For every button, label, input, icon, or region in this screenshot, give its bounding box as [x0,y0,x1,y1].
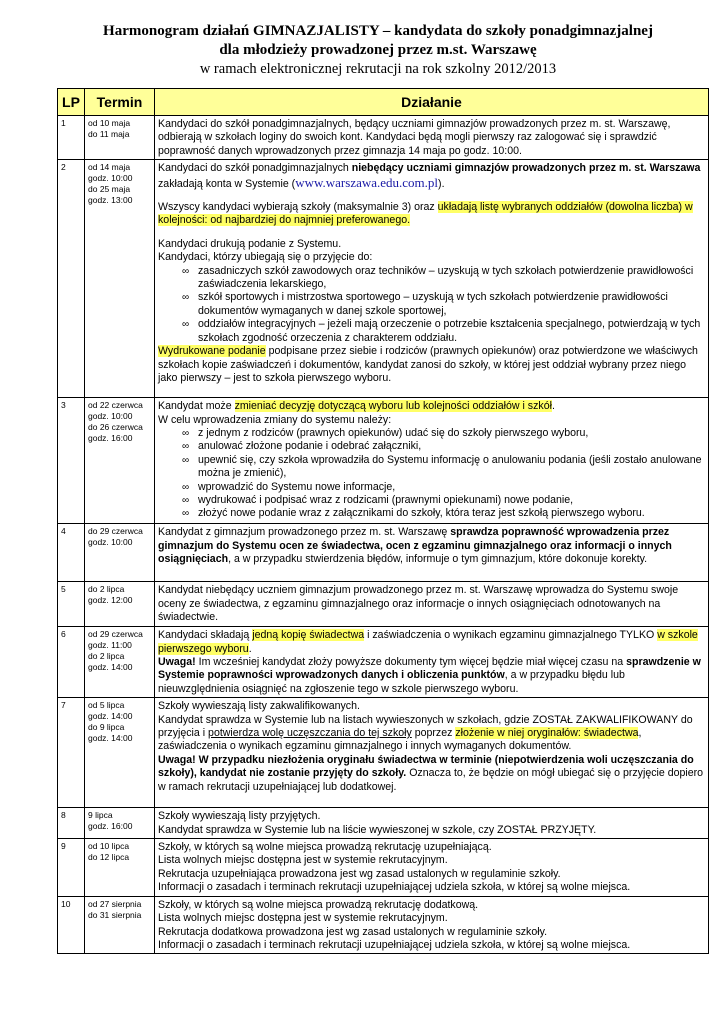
action-paragraph: Rekrutacja uzupełniająca prowadzona jest wg zasad ustalonych w regulaminie szkoły. [158,867,561,880]
termin-line: godz. 14:00 [88,711,133,722]
bold-span: niebędący uczniami gimnazjów prowadzonych przez m. st. Warszawa [351,162,701,175]
row-termin [85,896,155,954]
table-row [58,698,709,808]
table-row [58,627,709,698]
bullet-list [158,265,705,345]
table-row [58,896,709,954]
action-paragraph [158,162,705,191]
termin-line: do 25 maja [88,184,131,195]
action-text: Kandydaci do szkół ponadgimnazjalnych, będący uczniami gimnazjów prowadzonych przez m. st. Warszawę, odbierają w szkołach loginy do swoich kont. Kandydaci będą mogli pierwszy raz zalogować się i sprawdzić poprawność danych wprowadzonych przez gimnazja 14 maja po godz. 10:00. [158,118,671,157]
row-termin [85,808,155,839]
row-action [155,524,709,582]
text-span: Kandydat sprawdza w Systemie lub na listach wywieszonych w szkołach, gdzie ZOSTAŁ ZAKWALIFIKOWANY do przyjęcia i [158,713,693,740]
table-row [58,524,709,582]
system-url-link[interactable]: www.warszawa.edu.com.pl [295,174,439,190]
termin-line: godz. 16:00 [88,433,133,444]
termin-line: do 31 sierpnia [88,909,142,920]
termin-line: do 29 czerwca [88,526,143,537]
table-row [58,116,709,160]
bold-span: sprawdza poprawność wprowadzenia przez gimnazjum do Systemu ocen ze świadectwa, ocen z egzaminu gimnazjalnego oraz informacji o innych osiągnięciach [158,526,672,566]
termin-line: godz. 10:00 [88,173,133,184]
text-span: Im wcześniej kandydat złoży powyższe dokumenty tym więcej będzie miał więcej czasu na [195,656,627,669]
table-row [58,582,709,627]
text-span: , a w przypadku błędu lub nieuwzględnienia osiągnięć na zgłoszenie tego w szkole pierwszego wyboru. [158,669,625,695]
row-termin [85,160,155,398]
row-number: 8 [58,808,85,839]
text-span: . [248,642,252,655]
action-text: Kandydat niebędący uczniem gimnazjum prowadzonego przez m. st. Warszawę wprowadza do Systemu swoje oceny ze świadectwa, z egzaminu gimnazjalnego oraz informacje o innych osiągnięciach odnotowanych na świadectwie. [158,584,679,624]
action-paragraph [158,201,705,228]
row-number: 7 [58,698,85,808]
row-action [155,116,709,160]
row-number: 5 [58,582,85,627]
action-paragraph: Rekrutacja dodatkowa prowadzona jest wg zasad ustalonych w regulaminie szkoły. [158,925,548,938]
termin-line: do 2 lipca [88,651,125,662]
highlighted-text: układają listę wybranych oddziałów (dowolna liczba) w kolejności: od najbardziej do najmniej preferowanego. [158,201,693,227]
highlighted-text: złożenie w niej oryginałów: świadectwa [455,727,639,740]
text-span: Kandydaci do szkół ponadgimnazjalnych [158,162,352,175]
row-termin [85,116,155,160]
termin-line: godz. 14:00 [88,662,133,673]
termin-line: od 10 maja [88,118,131,128]
list-item: ∞ wydrukować i podpisać wraz z rodzicami (prawnymi opiekunami) nowe podanie, [182,494,705,507]
action-paragraph: W celu wprowadzenia zmiany do systemu należy: [158,413,392,426]
termin-line: godz. 13:00 [88,195,133,206]
row-number: 6 [58,627,85,698]
row-action [155,627,709,698]
termin-line: 9 lipca [88,810,113,821]
title-line-3: w ramach elektronicznej rekrutacji na rok szkolny 2012/2013 [199,61,557,77]
termin-line: do 26 czerwca [88,422,143,433]
text-span: , a w przypadku stwierdzenia błędów, informuje o tym gimnazjum, które dokonuje korekty. [228,553,648,566]
table-row [58,398,709,524]
table-header-row [58,89,709,116]
termin-line: do 11 maja [88,129,130,139]
column-header-dzialanie: Działanie [155,89,709,116]
action-paragraph [158,714,705,754]
table-row [58,808,709,839]
list-item: ∞ upewnić się, czy szkoła wprowadziła do Systemu informację o anulowaniu podania (jeśli zostało anulowane można je zmienić), [182,454,705,481]
termin-line: godz. 14:00 [88,733,133,744]
termin-line: od 14 maja [88,162,131,173]
row-action [155,896,709,954]
termin-line: od 10 lipca [88,841,130,852]
column-header-lp: LP [58,89,85,116]
highlighted-text: w szkole pierwszego wyboru [158,629,698,655]
row-termin [85,398,155,524]
warning-label: Uwaga! [158,656,196,669]
row-action [155,808,709,839]
row-number: 2 [58,160,85,398]
row-number: 1 [58,116,85,160]
termin-line: godz. 10:00 [88,411,133,422]
text-span: zakładają konta w Systemie ( [158,177,296,190]
row-termin [85,698,155,808]
row-number: 3 [58,398,85,524]
warning-text: Uwaga! W przypadku niezłożenia oryginału świadectwa w terminie (niepotwierdzenia woli uczęszczania do szkoły), kandydat nie zostanie przyjęty do szkoły. [158,753,694,780]
highlighted-text: jedną kopię świadectwa [252,629,365,642]
text-span: poprzez [411,727,456,740]
row-number: 10 [58,896,85,954]
text-span: Kandydat może [158,400,235,413]
list-item: ∞ anulować złożone podanie i odebrać załączniki, [182,440,705,453]
action-paragraph: Kandydaci drukują podanie z Systemu. [158,237,342,250]
row-termin [85,582,155,627]
termin-line: od 5 lipca [88,700,125,711]
text-span: Kandydaci składają [158,629,253,642]
bullet-list [158,427,705,521]
action-paragraph [158,400,705,413]
row-termin [85,524,155,582]
termin-line: do 9 lipca [88,722,125,733]
action-paragraph: Kandydaci, którzy ubiegają się o przyjęcie do: [158,251,373,264]
text-span: . [551,400,555,413]
row-action [155,398,709,524]
text-span: i zaświadczenia o wynikach egzaminu gimnazjalnego TYLKO [364,629,658,642]
document-header [60,22,696,79]
list-item: ∞ złożyć nowe podanie wraz z załącznikami do szkoły, która teraz jest szkołą pierwszego wyboru. [182,507,705,520]
termin-line: od 22 czerwca [88,400,143,411]
list-item: ∞ oddziałów integracyjnych – jeżeli mają orzeczenie o potrzebie kształcenia specjalnego, potwierdzają w tych szkołach zgodność orzeczenia z charakterem oddziału. [182,318,705,345]
action-paragraph: Lista wolnych miejsc dostępna jest w systemie rekrutacyjnym. [158,854,448,867]
text-span: Oznacza to, że będzie on mógł ubiegać się o przyjęcie dopiero w ramach rekrutacji uzupełniającej lub dodatkowej. [158,767,704,793]
action-paragraph: Informacji o zasadach i terminach rekrutacji uzupełniającej udziela szkoła, w której są wolne miejsca. [158,938,631,951]
schedule-table [57,88,709,954]
action-paragraph: Szkoły wywieszają listy zakwalifikowanych. [158,700,360,713]
list-item: ∞ z jednym z rodziców (prawnych opiekunów) udać się do szkoły pierwszego wyboru, [182,427,705,440]
list-item: ∞ wprowadzić do Systemu nowe informacje, [182,481,705,494]
text-span: ). [438,177,445,190]
table-row [58,160,709,398]
action-paragraph: Lista wolnych miejsc dostępna jest w systemie rekrutacyjnym. [158,912,448,925]
row-action [155,160,709,398]
text-span: podpisane przez siebie i rodziców (prawnych opiekunów) oraz potwierdzone we właściwych szkołach kopie zaświadczeń i dokumentów, kandydat zanosi do szkoły, w której jest oddział wybrany przez niego jako pierwszy – jest to szkoła pierwszego wyboru. [158,345,698,384]
row-number: 4 [58,524,85,582]
termin-line: godz. 11:00 [88,640,132,651]
list-item: ∞ zasadniczych szkół zawodowych oraz techników – uzyskują w tych szkołach potwierdzenie prawidłowości zaświadczenia lekarskiego, [182,265,705,292]
column-header-termin: Termin [85,89,155,116]
row-action [155,698,709,808]
underlined-text: potwierdza wolę uczęszczania do tej szkoły [208,727,412,740]
text-span: Kandydat z gimnazjum prowadzonego przez m. st. Warszawę [158,526,451,539]
table-row [58,839,709,897]
termin-line: od 29 czerwca [88,629,143,640]
row-termin [85,627,155,698]
action-paragraph: Szkoły, w których są wolne miejsca prowadzą rekrutację dodatkową. [158,898,479,911]
termin-line: do 12 lipca [88,852,130,863]
row-action [155,839,709,897]
action-paragraph [158,754,705,794]
termin-line: godz. 12:00 [88,595,133,606]
action-paragraph: Szkoły wywieszają listy przyjętych. [158,810,321,823]
row-number: 9 [58,839,85,897]
text-span: Wszyscy kandydaci wybierają szkoły (maksymalnie 3) oraz [158,201,438,214]
termin-line: od 27 sierpnia [88,898,142,909]
action-paragraph: Informacji o zasadach i terminach rekrutacji uzupełniającej udziela szkoła, w której są wolne miejsca. [158,881,631,894]
list-item: ∞ szkół sportowych i mistrzostwa sportowego – uzyskują w tych szkołach potwierdzenie prawidłowości dokumentów wymaganych w danej szkole sportowej, [182,291,705,318]
termin-line: godz. 16:00 [88,821,133,832]
title-line-1: Harmonogram działań GIMNAZJALISTY – kandydata do szkoły ponadgimnazjalnej [103,23,653,39]
bold-span: sprawdzenie w Systemie poprawności wprowadzonych danych i obliczenia punktów [158,656,701,682]
row-termin [85,839,155,897]
action-paragraph: Kandydat sprawdza w Systemie lub na liście wywieszonej w szkole, czy ZOSTAŁ PRZYJĘTY. [158,823,597,836]
termin-line: godz. 10:00 [88,537,133,548]
title-line-2: dla młodzieży prowadzonej przez m.st. Warszawę [219,42,537,58]
termin-line: do 2 lipca [88,584,125,595]
highlighted-text: Wydrukowane podanie [158,345,266,358]
action-paragraph: Szkoły, w których są wolne miejsca prowadzą rekrutację uzupełniającą. [158,841,492,854]
highlighted-text: zmieniać decyzję dotyczącą wyboru lub kolejności oddziałów i szkół [234,400,552,413]
text-span: , zaświadczenia o wynikach egzaminu gimnazjalnego i innych wymaganych dokumentów. [158,727,642,753]
action-paragraph [158,345,705,385]
row-action [155,582,709,627]
